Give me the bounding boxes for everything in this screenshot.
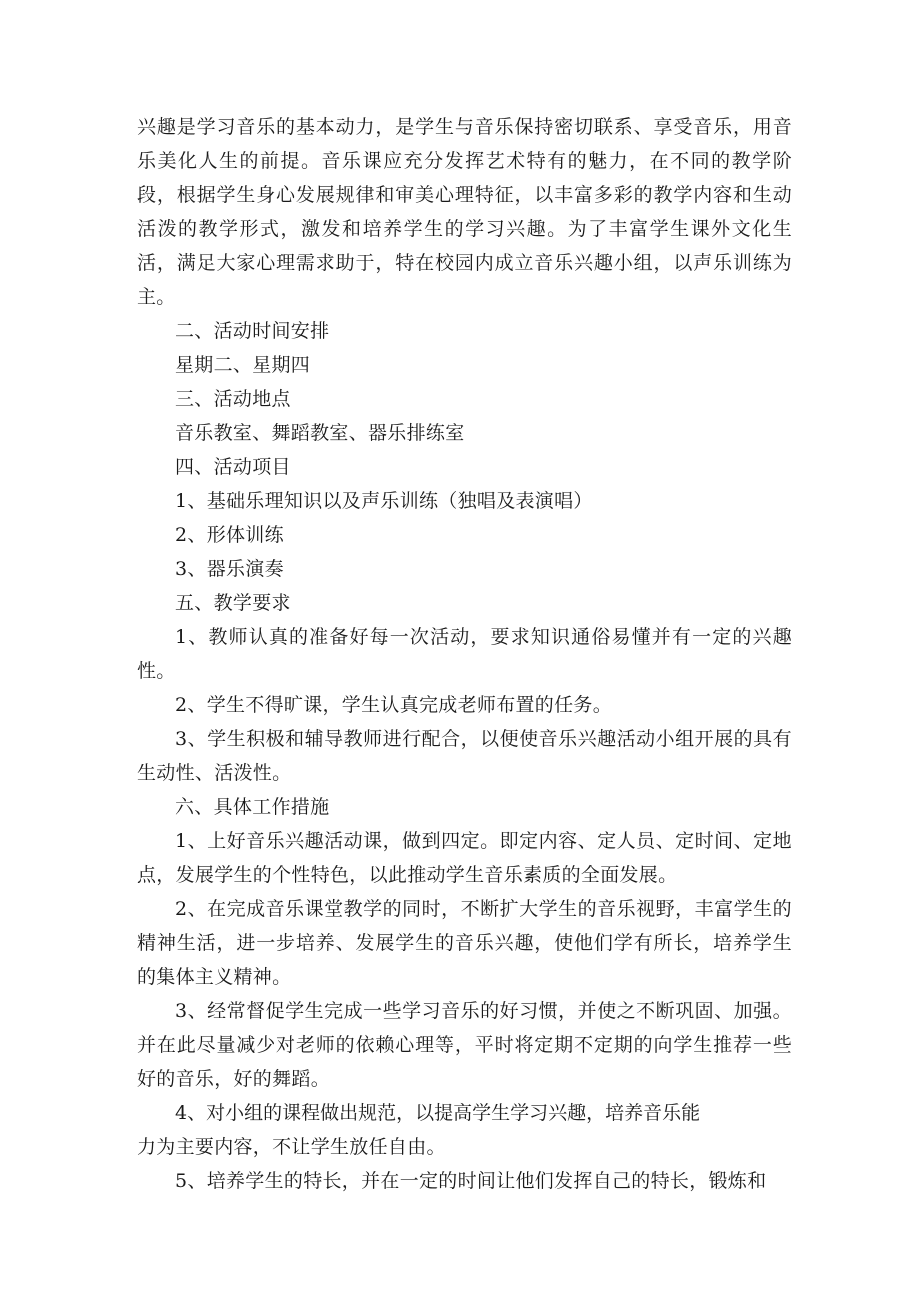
place-text: 音乐教室、舞蹈教室、器乐排练室 <box>175 422 465 444</box>
section-heading-items: 四、活动项目 <box>175 456 291 478</box>
requirement-1: 1、教师认真的准备好每一次活动，要求知识通俗易懂并有一定的兴趣性。 <box>137 626 792 682</box>
section-heading-place: 三、活动地点 <box>175 388 291 410</box>
item-2: 2、形体训练 <box>175 524 284 546</box>
item-3: 3、器乐演奏 <box>175 558 284 580</box>
intro-paragraph: 兴趣是学习音乐的基本动力，是学生与音乐保持密切联系、享受音乐，用音乐美化人生的前提。音乐课应充分发挥艺术特有的魅力，在不同的教学阶段，根据学生身心发展规律和审美心理特征，以丰富多彩的教学内容和生动活泼的教学形式，激发和培养学生的学习兴趣。为了丰富学生课外文化生活，满足大家心理需求助于，特在校园内成立音乐兴趣小组，以声乐训练为主。 <box>137 116 792 308</box>
measure-4-line-2: 力为主要内容，不让学生放任自由。 <box>137 1136 446 1158</box>
document-body <box>137 110 792 1198</box>
measure-3: 3、经常督促学生完成一些学习音乐的好习惯，并使之不断巩固、加强。并在此尽量减少对老师的依赖心理等，平时将定期不定期的向学生推荐一些好的音乐，好的舞蹈。 <box>137 1000 792 1090</box>
item-1: 1、基础乐理知识以及声乐训练（独唱及表演唱） <box>175 490 593 512</box>
measure-2: 2、在完成音乐课堂教学的同时，不断扩大学生的音乐视野，丰富学生的精神生活，进一步培养、发展学生的音乐兴趣，使他们学有所长，培养学生的集体主义精神。 <box>137 898 792 988</box>
requirement-3: 3、学生积极和辅导教师进行配合，以便使音乐兴趣活动小组开展的具有生动性、活泼性。 <box>137 728 792 784</box>
measure-5: 5、培养学生的特长，并在一定的时间让他们发挥自己的特长，锻炼和 <box>175 1170 767 1192</box>
section-heading-requirements: 五、教学要求 <box>175 592 291 614</box>
requirement-2: 2、学生不得旷课，学生认真完成老师布置的任务。 <box>175 694 612 716</box>
time-text: 星期二、星期四 <box>175 354 311 376</box>
measure-4-line-1: 4、对小组的课程做出规范，以提高学生学习兴趣，培养音乐能 <box>175 1102 701 1124</box>
section-heading-measures: 六、具体工作措施 <box>175 796 330 818</box>
section-heading-time: 二、活动时间安排 <box>175 320 330 342</box>
measure-1: 1、上好音乐兴趣活动课，做到四定。即定内容、定人员、定时间、定地点，发展学生的个性特色，以此推动学生音乐素质的全面发展。 <box>137 830 792 886</box>
